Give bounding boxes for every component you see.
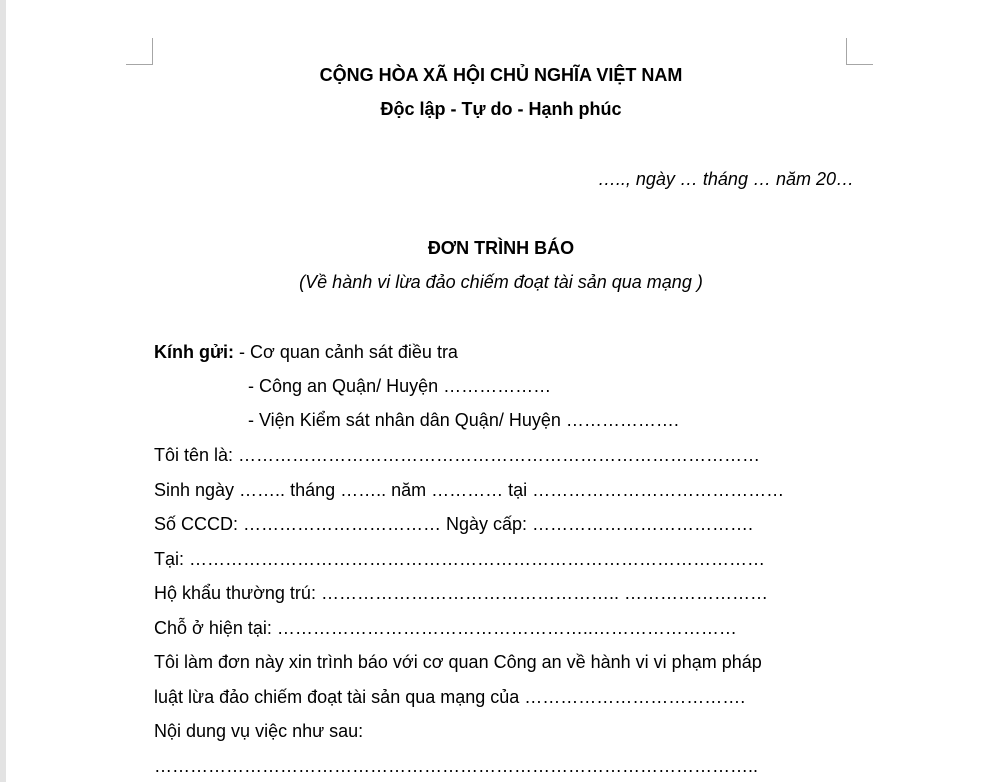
recipient-label: Kính gửi: — [154, 342, 235, 362]
document-title: ĐƠN TRÌNH BÁO — [427, 238, 575, 258]
content-label: Nội dung vụ việc như sau: — [154, 721, 364, 741]
body-line-1: Tôi làm đơn này xin trình báo với cơ quan Công an về hành vi vi phạm pháp — [154, 652, 762, 672]
recipient-line-1 — [154, 341, 458, 363]
motto: Độc lập - Tự do - Hạnh phúc — [380, 99, 622, 119]
field-name: Tôi tên là: …………………………………………………………………………… — [154, 445, 761, 465]
recipient-procuracy: - Viện Kiểm sát nhân dân Quận/ Huyện ………………. — [248, 410, 679, 430]
body-line-2: luật lừa đảo chiếm đoạt tài sản qua mạng của ………………………………. — [154, 687, 746, 707]
field-permanent-residence: Hộ khẩu thường trú: ………………………………………….. …………………… — [154, 583, 768, 603]
field-birth: Sinh ngày …….. tháng …….. năm ………… tại …………………………………… — [154, 480, 785, 500]
content-dots: ……………………………………………………………………………………….. — [154, 756, 759, 776]
recipient-district-police: - Công an Quận/ Huyện ……………… — [248, 376, 552, 396]
date-line: ….., ngày … tháng … năm 20… — [597, 169, 854, 189]
margin-corner-top-right — [846, 38, 873, 65]
document-page[interactable] — [6, 0, 996, 782]
field-current-address: Chỗ ở hiện tại: ……………………………………………..…………………… — [154, 618, 737, 638]
field-id-number: Số CCCD: …………………………… Ngày cấp: ………………………………. — [154, 514, 754, 534]
margin-corner-top-left — [126, 38, 153, 65]
recipient-investigation-police: - Cơ quan cảnh sát điều tra — [234, 342, 458, 362]
field-issue-place: Tại: …………………………………………………………………………………… — [154, 549, 766, 569]
document-subtitle: (Về hành vi lừa đảo chiếm đoạt tài sản qua mạng ) — [299, 272, 703, 292]
national-title: CỘNG HÒA XÃ HỘI CHỦ NGHĨA VIỆT NAM — [319, 65, 683, 85]
